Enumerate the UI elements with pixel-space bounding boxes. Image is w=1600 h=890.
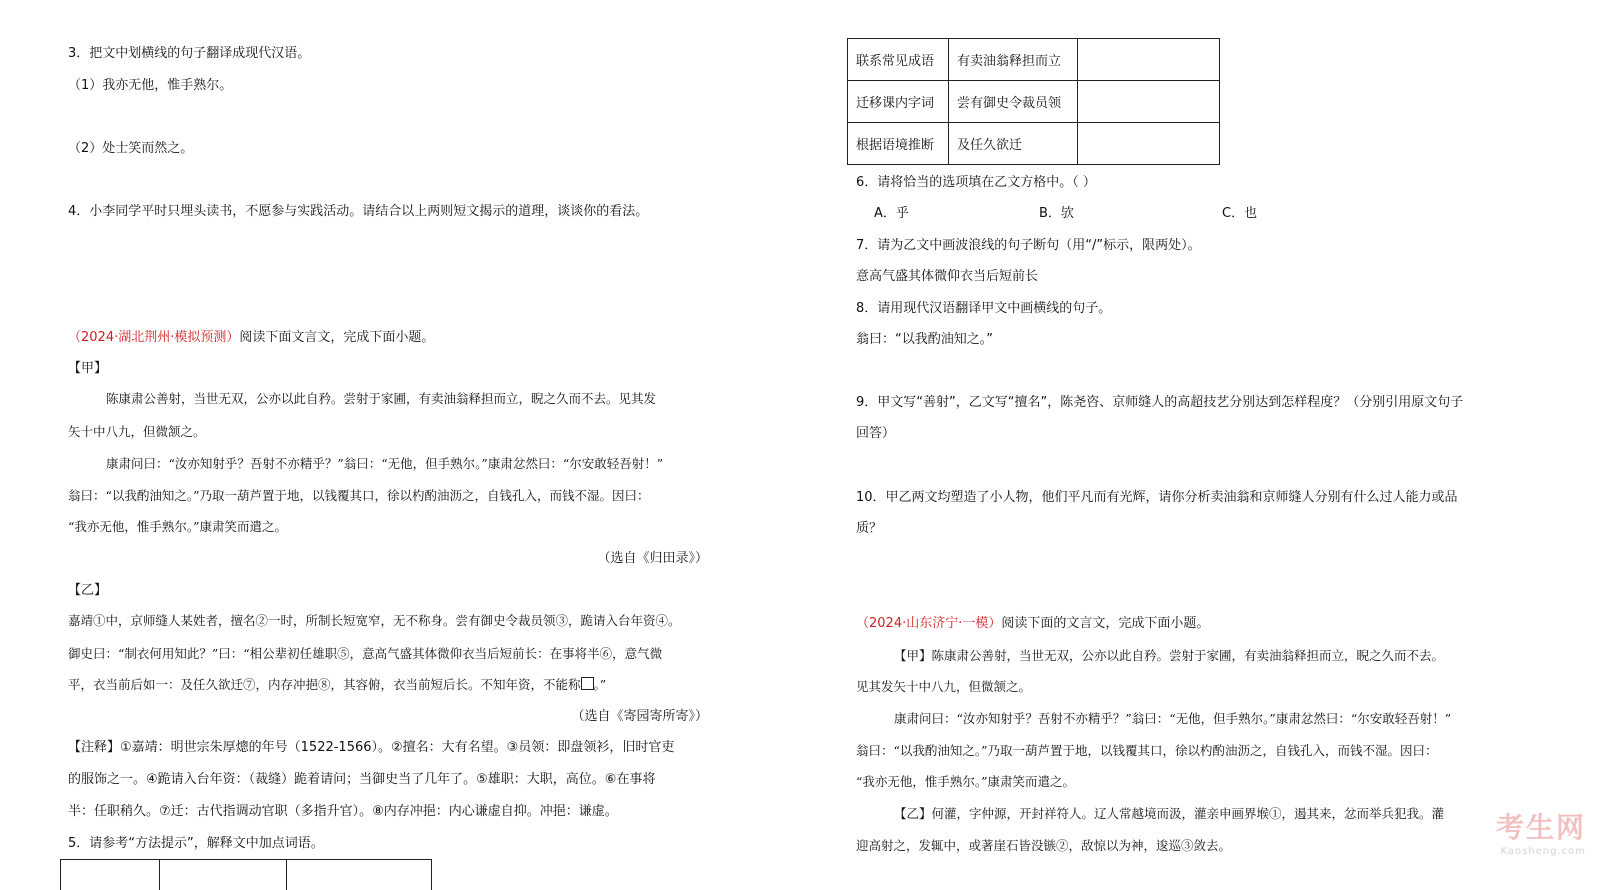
passage-yi-text: 。” xyxy=(593,677,607,692)
passage-yi-text: 平，衣当前后如一：及任久欲迁⑦，内存冲挹⑧，其容俯，衣当前短后长。不知年资，不能称 xyxy=(68,677,581,692)
passage-yi-line xyxy=(68,675,606,695)
option-b[interactable]: B．欤 xyxy=(1039,206,1074,221)
answer-cell[interactable] xyxy=(1078,81,1220,123)
passage-jia-line: 矢十中八九，但微颔之。 xyxy=(68,424,206,439)
table-cell: 迁移课内字词 xyxy=(848,81,949,123)
table-divider xyxy=(60,860,61,890)
source-tag: （2024·山东济宁·一模） xyxy=(856,616,1002,631)
question-10-cont: 质？ xyxy=(856,521,883,536)
table-cell: 尝有御史令裁员领 xyxy=(949,81,1078,123)
passage-jia-line: 【甲】陈康肃公善射，当世无双，公亦以此自矜。尝射于家圃，有卖油翁释担而立，睨之久而不去。 xyxy=(894,648,1445,663)
notes-line: 【注释】①嘉靖：明世宗朱厚熜的年号（1522-1566）。②擅名：大有名望。③员领：即盘领衫，旧时官吏 xyxy=(68,740,675,755)
blank-box[interactable] xyxy=(581,677,594,690)
answer-cell[interactable] xyxy=(1078,123,1220,165)
reading-intro xyxy=(856,614,1209,634)
table-cell: 及任久欲迁 xyxy=(949,123,1078,165)
table-divider xyxy=(159,860,160,890)
passage-jia-line: 翁曰：“以我酌油知之。”乃取一葫芦置于地，以钱覆其口，徐以杓酌油沥之，自钱孔入，而钱不湿。因曰： xyxy=(856,743,1438,758)
passage-yi-source: （选自《寄园寄所寄》） xyxy=(571,709,708,724)
question-8-text: 翁曰：“以我酌油知之。” xyxy=(856,332,993,347)
question-6: 6．请将恰当的选项填在乙文方格中。（ ） xyxy=(856,175,1096,190)
table-row xyxy=(848,123,1220,165)
option-c[interactable]: C．也 xyxy=(1222,206,1258,221)
passage-yi-line: 迎高射之，发辄中，或著崖石皆没镞②，敌惊以为神，逡巡③敛去。 xyxy=(856,838,1232,853)
method-table xyxy=(847,38,1220,165)
passage-jia-line: 陈康肃公善射，当世无双，公亦以此自矜。尝射于家圃，有卖油翁释担而立，睨之久而不去。见其发 xyxy=(106,391,657,406)
table-row xyxy=(848,39,1220,81)
question-5: 5．请参考“方法提示”，解释文中加点词语。 xyxy=(68,836,324,851)
table-cell: 有卖油翁释担而立 xyxy=(949,39,1078,81)
table-row xyxy=(848,81,1220,123)
passage-jia-line: 康肃问曰：“汝亦知射乎？吾射不亦精乎？”翁曰：“无他，但手熟尔。”康肃忿然曰：“尔安敢轻吾射！” xyxy=(894,711,1452,726)
question-7-text: 意高气盛其体微仰衣当后短前长 xyxy=(856,269,1039,284)
table-divider xyxy=(431,860,432,890)
passage-jia-line: “我亦无他，惟手熟尔。”康肃笑而遣之。 xyxy=(856,774,1076,789)
notes-line: 的服饰之一。④跪请入台年资：（裁缝）跪着请问；当御史当了几年了。⑤雄职：大职，高位。⑥在事将 xyxy=(68,772,656,787)
passage-yi-line: 御史曰：“制衣何用知此？”曰：“相公辈初任雄职⑤，意高气盛其体微仰衣当后短前长：在事将半⑥，意气微 xyxy=(68,646,663,661)
passage-jia-line: “我亦无他，惟手熟尔。”康肃笑而遣之。 xyxy=(68,519,288,534)
intro-text: 阅读下面文言文，完成下面小题。 xyxy=(239,330,435,345)
method-table-top-edge xyxy=(60,859,432,890)
watermark-domain: Kaosheng.com xyxy=(1500,846,1586,857)
answer-cell[interactable] xyxy=(1078,39,1220,81)
passage-jia-label: 【甲】 xyxy=(68,361,108,376)
question-3-item-1: （1）我亦无他，惟手熟尔。 xyxy=(68,78,233,93)
source-tag: （2024·湖北荆州·模拟预测） xyxy=(68,330,240,345)
notes-line: 半：任职稍久。⑦迁：古代指调动官职（多指升官）。⑧内存冲挹：内心谦虚自抑。冲挹：谦虚。 xyxy=(68,804,618,819)
question-3-item-2: （2）处士笑而然之。 xyxy=(68,141,194,156)
passage-jia-line: 翁曰：“以我酌油知之。”乃取一葫芦置于地，以钱覆其口，徐以杓酌油沥之，自钱孔入，而钱不湿。因曰： xyxy=(68,488,650,503)
passage-jia-source: （选自《归田录》） xyxy=(597,551,708,566)
table-cell: 联系常见成语 xyxy=(848,39,949,81)
question-10: 10．甲乙两文均塑造了小人物，他们平凡而有光辉，请你分析卖油翁和京师缝人分别有什么过人能力或品 xyxy=(856,490,1458,505)
watermark-brand: 考生网 xyxy=(1495,811,1586,844)
question-8: 8．请用现代汉语翻译甲文中画横线的句子。 xyxy=(856,301,1112,316)
question-4: 4．小李同学平时只埋头读书，不愿参与实践活动。请结合以上两则短文揭示的道理，谈谈你的看法。 xyxy=(68,204,649,219)
intro-text: 阅读下面的文言文，完成下面小题。 xyxy=(1001,616,1210,631)
option-a[interactable]: A．乎 xyxy=(874,206,909,221)
table-cell: 根据语境推断 xyxy=(848,123,949,165)
passage-yi-label: 【乙】 xyxy=(68,583,108,598)
question-9-cont: 回答） xyxy=(856,426,896,441)
passage-jia-line: 见其发矢十中八九，但微颔之。 xyxy=(856,679,1032,694)
question-9: 9．甲文写“善射”，乙文写“擅名”，陈尧咨、京师缝人的高超技艺分别达到怎样程度？（分别引用原文句子 xyxy=(856,395,1464,410)
reading-intro xyxy=(68,328,434,348)
passage-yi-line: 【乙】何灌，字仲源，开封祥符人。辽人常越境而汲，灌亲申画界堠①，遏其来，忿而举兵犯我。灌 xyxy=(894,806,1445,821)
table-divider xyxy=(286,860,287,890)
passage-jia-line: 康肃问曰：“汝亦知射乎？吾射不亦精乎？”翁曰：“无他，但手熟尔。”康肃忿然曰：“尔安敢轻吾射！” xyxy=(106,456,664,471)
question-3-title: 3．把文中划横线的句子翻译成现代汉语。 xyxy=(68,46,311,61)
passage-yi-line: 嘉靖①中，京师缝人某姓者，擅名②一时，所制长短宽窄，无不称身。尝有御史令裁员领③，跪请入台年资④。 xyxy=(68,613,681,628)
watermark-logo xyxy=(1496,806,1586,857)
question-7: 7．请为乙文中画波浪线的句子断句（用“/”标示，限两处）。 xyxy=(856,238,1201,253)
